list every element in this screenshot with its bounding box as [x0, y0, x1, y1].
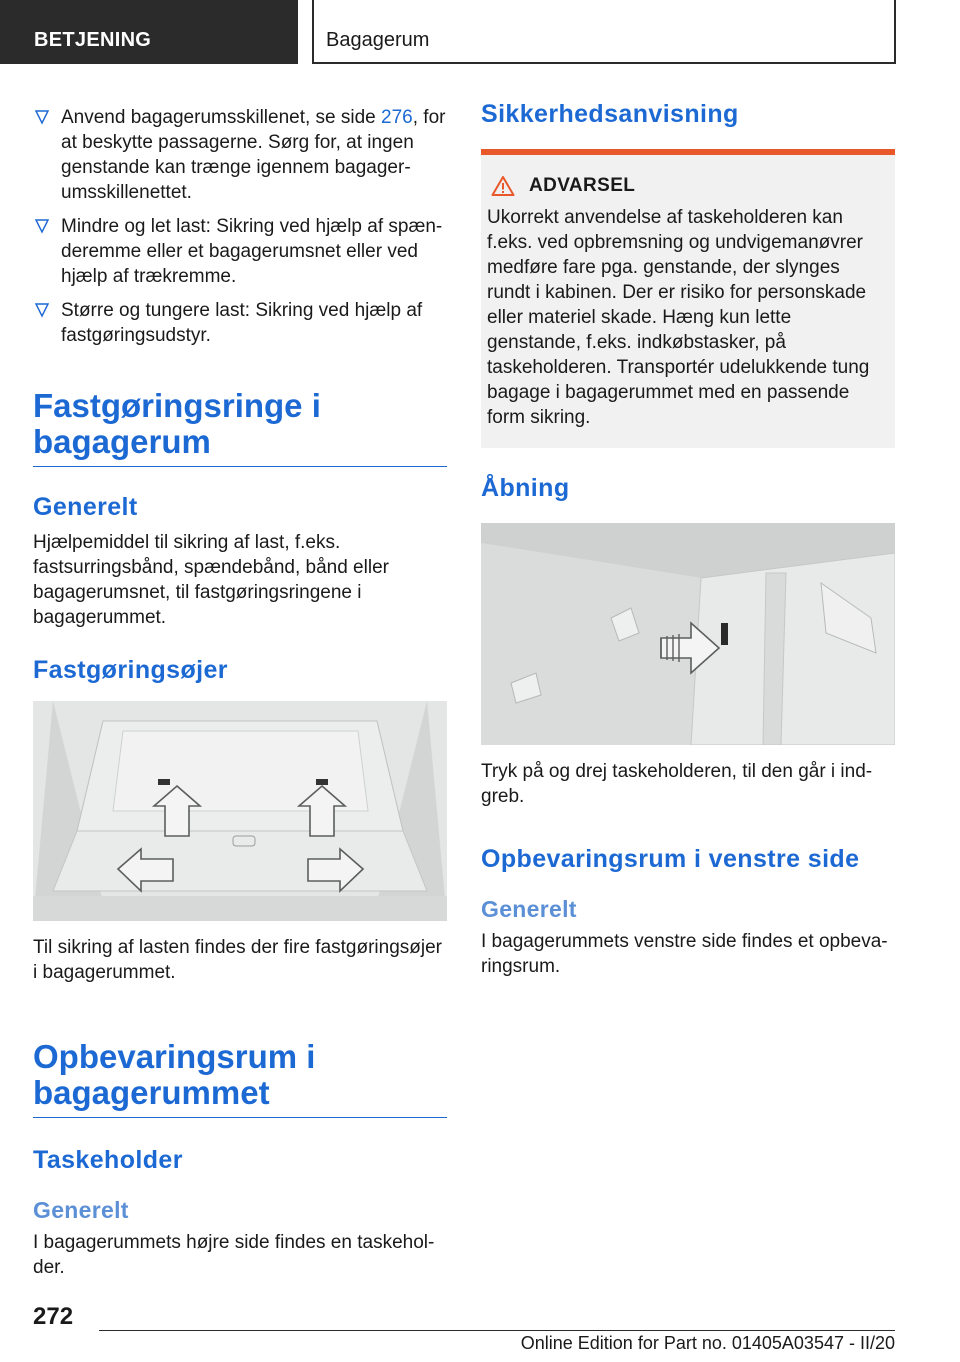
warning-text: Ukorrekt anvendelse af taskeholderen kan f.eks. ved opbremsning og undvigemanøvrer medføre fare pga. genstande, der slynges rundt i kabinen. Der er risiko for personskade eller materiel skade. Hæng kun lette genstande, f.eks. indkøbstasker, på taskeholderen. Transportér udelukkende tung bagage i bagagerummet med en passende form sikring.: [487, 207, 870, 428]
caption-fastening-eyes: Til sikring af lasten findes der fire fastgøringsøjer i bagagerummet.: [33, 937, 443, 983]
chapter-title: Bagagerum: [312, 0, 896, 64]
footer-edition: Online Edition for Part no. 01405A03547 - II/20: [520, 1333, 895, 1353]
bullet-triangle-icon: [35, 217, 49, 235]
page-link[interactable]: 276: [381, 107, 413, 128]
subheading-bag-holder: Taskeholder: [33, 1146, 183, 1174]
heading-storage-trunk: Opbevaringsrum i bagagerummet: [33, 1039, 447, 1118]
subheading-bag-general: Generelt: [33, 1197, 129, 1223]
subheading-general: Generelt: [33, 493, 138, 521]
warning-label: ADVARSEL: [529, 175, 636, 196]
bag-holder-image: [481, 523, 895, 745]
list-item: Anvend bagagerumsskillenet, se side 276, for at beskytte passagerne. Sørg for, at ingen genstande kan trænge igennem bagagerumsskillenettet.: [33, 105, 447, 205]
bullet-triangle-icon: [35, 108, 49, 126]
left-column: [33, 105, 447, 1280]
bullet-triangle-icon: [35, 301, 49, 319]
footer-divider: [99, 1330, 895, 1331]
left-storage-text: I bagagerummets venstre side findes et opbevaringsrum.: [481, 931, 888, 977]
bag-holder-text: I bagagerummets højre side findes en taskeholder.: [33, 1232, 435, 1278]
opening-caption: Tryk på og drej taskeholderen, til den går i indgreb.: [481, 761, 873, 807]
list-item: Større og tungere last: Sikring ved hjælp af fastgøringsudstyr.: [33, 298, 447, 348]
left-storage-heading: Opbevaringsrum i venstre side: [481, 845, 860, 873]
heading-fastening-rings: Fastgøringsringe i bagagerum: [33, 388, 447, 467]
subheading-fastening-eyes: Fastgøringsøjer: [33, 656, 228, 684]
list-item: Mindre og let last: Sikring ved hjælp af spænderemme eller et bagagerumsnet eller ved hjælp af trækremme.: [33, 214, 447, 289]
trunk-fastening-eyes-image: [33, 701, 447, 921]
general-text: Hjælpemiddel til sikring af last, f.eks. fastsurringsbånd, spændebånd, bånd eller bagagerumsnet, til fastgøringsringene i bagagerummet.: [33, 532, 389, 628]
warning-box: [481, 149, 895, 448]
warning-triangle-icon: [491, 175, 515, 197]
section-tab: BETJENING: [0, 0, 298, 64]
opening-heading: Åbning: [481, 474, 570, 502]
left-storage-subheading: Generelt: [481, 896, 577, 922]
safety-heading: Sikkerhedsanvisning: [481, 100, 739, 128]
right-column: [481, 100, 895, 979]
page-number: 272: [33, 1303, 74, 1330]
